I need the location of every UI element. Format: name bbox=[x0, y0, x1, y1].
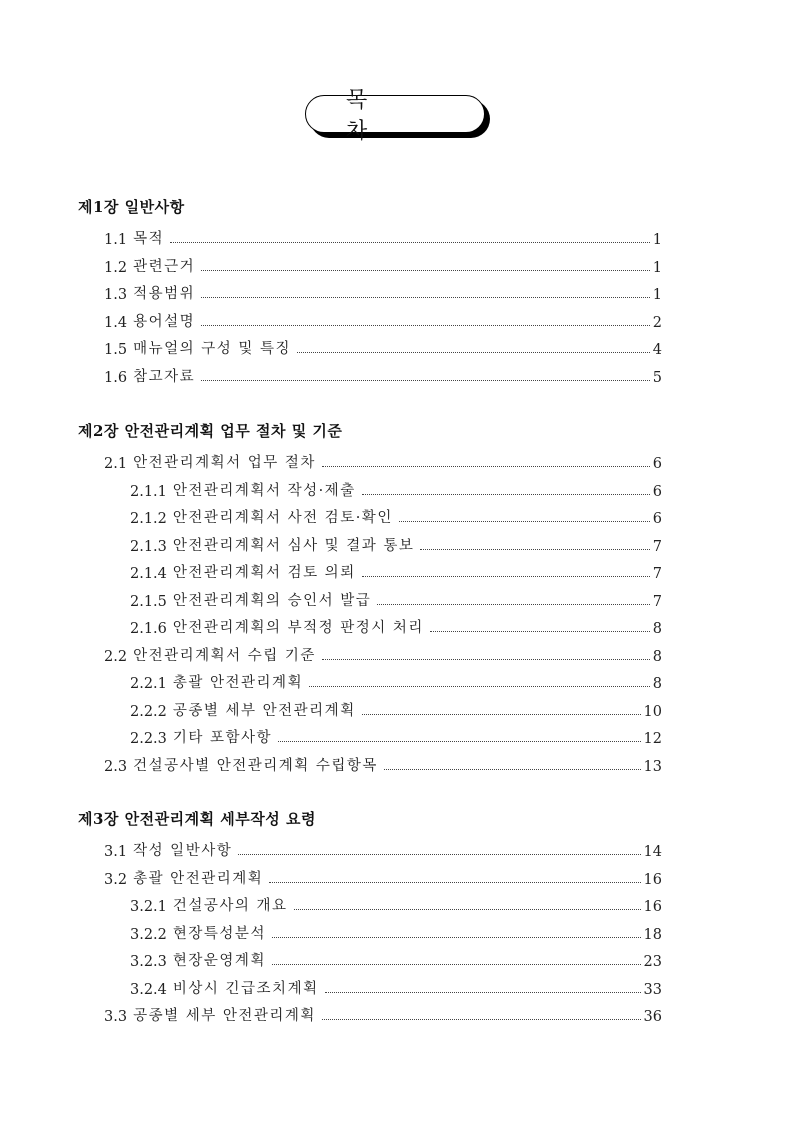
chapter-heading: 제3장 안전관리계획 세부작성 요령 bbox=[78, 810, 316, 828]
dot-leader bbox=[322, 1019, 641, 1020]
entry-label: 관련근거 bbox=[133, 258, 196, 275]
entry-number: 2.1.6 bbox=[130, 621, 167, 637]
page-number: 8 bbox=[652, 648, 662, 665]
entry-label: 목적 bbox=[133, 231, 165, 247]
dot-leader bbox=[430, 631, 650, 632]
entry-number: 2.2.1 bbox=[130, 676, 167, 692]
page-number: 6 bbox=[652, 511, 662, 527]
page-number: 5 bbox=[652, 369, 662, 386]
dot-leader bbox=[399, 521, 650, 522]
dot-leader bbox=[269, 882, 640, 883]
toc-entry[interactable] bbox=[104, 281, 662, 303]
dot-leader bbox=[362, 576, 650, 577]
entry-number: 3.2.3 bbox=[130, 954, 167, 970]
entry-number: 1.5 bbox=[104, 342, 128, 358]
toc-entry[interactable] bbox=[130, 670, 662, 692]
entry-label: 현장특성분석 bbox=[172, 925, 266, 942]
entry-label: 적용범위 bbox=[133, 286, 196, 302]
toc-title-box bbox=[305, 88, 491, 144]
page-number: 2 bbox=[652, 314, 662, 331]
toc-entry[interactable] bbox=[130, 976, 662, 998]
entry-label: 건설공사별 안전관리계획 수립항목 bbox=[133, 757, 378, 774]
entry-number: 3.2.4 bbox=[130, 981, 167, 998]
entry-number: 2.1.3 bbox=[130, 538, 167, 555]
entry-label: 안전관리계획의 승인서 발급 bbox=[172, 592, 372, 609]
entry-label: 건설공사의 개요 bbox=[172, 898, 288, 914]
entry-label: 작성 일반사항 bbox=[133, 843, 233, 859]
page-number: 36 bbox=[643, 1009, 662, 1025]
title-frame bbox=[305, 88, 485, 144]
toc-entry[interactable] bbox=[104, 753, 662, 775]
toc-entry[interactable] bbox=[104, 866, 662, 888]
page-number: 8 bbox=[652, 676, 662, 692]
entry-number: 2.1.4 bbox=[130, 566, 167, 582]
page-number: 4 bbox=[652, 342, 662, 358]
toc-entry[interactable] bbox=[104, 450, 662, 472]
entry-number: 2.1.2 bbox=[130, 511, 167, 527]
entry-number: 2.1.5 bbox=[130, 593, 167, 610]
entry-label: 공종별 세부 안전관리계획 bbox=[172, 702, 356, 719]
toc-entry[interactable] bbox=[130, 615, 662, 637]
toc-entry[interactable] bbox=[104, 838, 662, 860]
page-number: 16 bbox=[643, 899, 662, 915]
dot-leader bbox=[362, 714, 641, 715]
entry-label: 참고자료 bbox=[133, 368, 196, 385]
page-number: 1 bbox=[652, 232, 662, 248]
toc-entry[interactable] bbox=[104, 336, 662, 358]
entry-label: 용어설명 bbox=[133, 313, 196, 330]
dot-leader bbox=[362, 494, 650, 495]
toc-entry[interactable] bbox=[130, 893, 662, 915]
entry-label: 안전관리계획서 검토 의뢰 bbox=[172, 565, 356, 581]
entry-number: 3.2 bbox=[104, 871, 128, 888]
toc-entry[interactable] bbox=[130, 725, 662, 747]
page-number: 1 bbox=[652, 287, 662, 303]
page-number: 6 bbox=[652, 483, 662, 500]
page-number: 12 bbox=[643, 731, 662, 747]
page-number: 6 bbox=[652, 456, 662, 472]
entry-label: 안전관리계획서 업무 절차 bbox=[133, 455, 316, 471]
dot-leader bbox=[272, 964, 641, 965]
dot-leader bbox=[278, 741, 640, 742]
entry-number: 1.1 bbox=[104, 232, 128, 248]
entry-label: 안전관리계획서 심사 및 결과 통보 bbox=[172, 537, 415, 554]
entry-number: 2.3 bbox=[104, 758, 128, 775]
entry-number: 2.2 bbox=[104, 648, 128, 665]
dot-leader bbox=[384, 769, 641, 770]
entry-number: 2.1 bbox=[104, 456, 128, 472]
entry-number: 3.1 bbox=[104, 844, 128, 860]
entry-number: 1.4 bbox=[104, 314, 128, 331]
toc-entry[interactable] bbox=[104, 226, 662, 248]
dot-leader bbox=[201, 297, 650, 298]
page-title: 목 차 bbox=[346, 88, 408, 144]
page-number: 13 bbox=[643, 758, 662, 775]
entry-label: 비상시 긴급조치계획 bbox=[172, 980, 319, 997]
entry-number: 2.1.1 bbox=[130, 483, 167, 500]
toc-entry[interactable] bbox=[104, 643, 662, 665]
toc-entry[interactable] bbox=[130, 533, 662, 555]
dot-leader bbox=[294, 909, 641, 910]
dot-leader bbox=[201, 270, 650, 271]
entry-label: 공종별 세부 안전관리계획 bbox=[133, 1008, 316, 1024]
toc-entry[interactable] bbox=[104, 364, 662, 386]
entry-label: 총괄 안전관리계획 bbox=[172, 675, 304, 691]
page-number: 1 bbox=[652, 259, 662, 276]
dot-leader bbox=[377, 604, 650, 605]
page-number: 7 bbox=[652, 566, 662, 582]
dot-leader bbox=[309, 686, 650, 687]
entry-label: 총괄 안전관리계획 bbox=[133, 870, 264, 887]
dot-leader bbox=[201, 380, 650, 381]
toc-entry[interactable] bbox=[130, 478, 662, 500]
entry-label: 현장운영계획 bbox=[172, 953, 266, 969]
dot-leader bbox=[272, 937, 641, 938]
entry-label: 안전관리계획의 부적정 판정시 처리 bbox=[172, 620, 424, 636]
page-number: 7 bbox=[652, 593, 662, 610]
toc-entry[interactable] bbox=[130, 921, 662, 943]
page-number: 14 bbox=[643, 844, 662, 860]
toc-entry[interactable] bbox=[130, 698, 662, 720]
toc-entry[interactable] bbox=[130, 588, 662, 610]
toc-entry[interactable] bbox=[104, 1003, 662, 1025]
entry-label: 기타 포함사항 bbox=[172, 730, 273, 746]
entry-number: 1.2 bbox=[104, 259, 128, 276]
page-number: 10 bbox=[643, 703, 662, 720]
dot-leader bbox=[322, 659, 650, 660]
dot-leader bbox=[420, 549, 649, 550]
entry-label: 안전관리계획서 작성·제출 bbox=[172, 482, 356, 499]
toc-entry[interactable] bbox=[104, 309, 662, 331]
entry-number: 1.3 bbox=[104, 287, 128, 303]
dot-leader bbox=[238, 854, 640, 855]
entry-number: 2.2.2 bbox=[130, 703, 167, 720]
entry-number: 2.2.3 bbox=[130, 731, 167, 747]
entry-label: 안전관리계획서 사전 검토·확인 bbox=[172, 510, 393, 526]
page-number: 33 bbox=[643, 981, 662, 998]
dot-leader bbox=[322, 466, 650, 467]
page-number: 8 bbox=[652, 621, 662, 637]
dot-leader bbox=[170, 242, 650, 243]
entry-number: 3.2.2 bbox=[130, 926, 167, 943]
entry-number: 1.6 bbox=[104, 369, 128, 386]
entry-number: 3.3 bbox=[104, 1009, 128, 1025]
page-number: 16 bbox=[643, 871, 662, 888]
dot-leader bbox=[297, 352, 650, 353]
chapter-heading: 제1장 일반사항 bbox=[78, 198, 185, 216]
toc-entry[interactable] bbox=[130, 560, 662, 582]
entry-label: 안전관리계획서 수립 기준 bbox=[133, 647, 316, 664]
toc-entry[interactable] bbox=[130, 948, 662, 970]
entry-label: 매뉴얼의 구성 및 특징 bbox=[133, 341, 291, 357]
chapter-heading: 제2장 안전관리계획 업무 절차 및 기준 bbox=[78, 422, 343, 440]
page-number: 23 bbox=[643, 954, 662, 970]
toc-entry[interactable] bbox=[104, 254, 662, 276]
dot-leader bbox=[325, 992, 641, 993]
toc-entry[interactable] bbox=[130, 505, 662, 527]
dot-leader bbox=[201, 325, 650, 326]
page-number: 7 bbox=[652, 538, 662, 555]
page-number: 18 bbox=[643, 926, 662, 943]
entry-number: 3.2.1 bbox=[130, 899, 167, 915]
